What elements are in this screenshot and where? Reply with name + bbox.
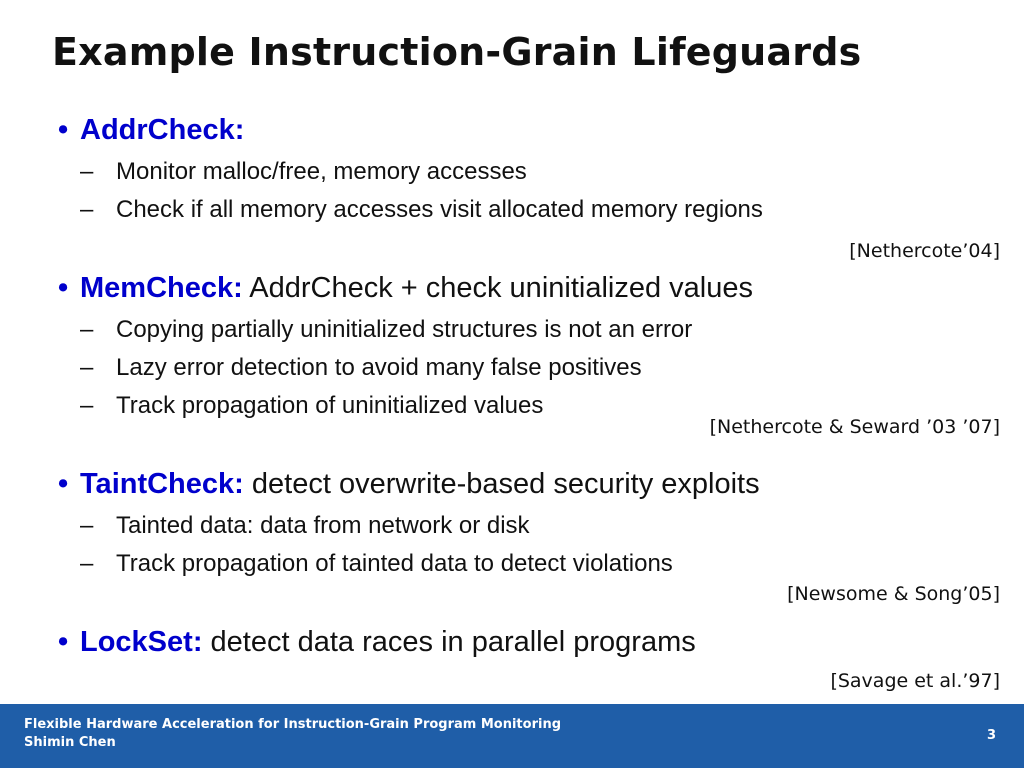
- bullet-term: LockSet:: [80, 626, 203, 658]
- sub-item-text: Lazy error detection to avoid many false positives: [116, 354, 642, 381]
- footer-author: Shimin Chen: [24, 735, 116, 750]
- sub-item-text: Monitor malloc/free, memory accesses: [116, 158, 527, 185]
- dash-icon: –: [80, 512, 94, 539]
- sub-item: [80, 196, 763, 224]
- footer-text: [24, 716, 561, 752]
- bullet-icon: •: [58, 114, 69, 146]
- bullet-description: detect overwrite-based security exploits: [243, 468, 760, 500]
- bullet-lockset: [58, 626, 696, 659]
- sub-item-text: Track propagation of uninitialized values: [116, 392, 544, 419]
- page-number: 3: [986, 728, 996, 743]
- sub-item: [80, 316, 692, 344]
- bullet-icon: •: [58, 468, 69, 500]
- dash-icon: –: [80, 550, 94, 577]
- bullet-description: AddrCheck + check uninitialized values: [242, 272, 753, 304]
- bullet-addrcheck: [58, 114, 244, 147]
- slide-title: Example Instruction-Grain Lifeguards: [52, 30, 862, 74]
- sub-item-text: Tainted data: data from network or disk: [116, 512, 530, 539]
- sub-item: [80, 392, 543, 420]
- bullet-taintcheck: [58, 468, 760, 501]
- dash-icon: –: [80, 354, 94, 381]
- bullet-term: AddrCheck:: [80, 114, 245, 146]
- citation: [Savage et al.’97]: [830, 670, 1000, 692]
- bullet-term: MemCheck:: [80, 272, 243, 304]
- sub-item-text: Check if all memory accesses visit allocated memory regions: [116, 196, 763, 223]
- bullet-memcheck: [58, 272, 753, 305]
- bullet-icon: •: [58, 272, 69, 304]
- footer-bar: [0, 704, 1024, 768]
- bullet-term: TaintCheck:: [80, 468, 244, 500]
- dash-icon: –: [80, 158, 94, 185]
- sub-item-text: Copying partially uninitialized structures is not an error: [116, 316, 693, 343]
- citation: [Newsome & Song’05]: [787, 583, 1000, 605]
- sub-item: [80, 550, 673, 578]
- bullet-description: detect data races in parallel programs: [202, 626, 696, 658]
- bullet-icon: •: [58, 626, 69, 658]
- citation: [Nethercote & Seward ’03 ’07]: [709, 416, 1000, 438]
- dash-icon: –: [80, 316, 94, 343]
- sub-item: [80, 158, 527, 186]
- sub-item-text: Track propagation of tainted data to detect violations: [116, 550, 673, 577]
- sub-item: [80, 512, 530, 540]
- dash-icon: –: [80, 392, 94, 419]
- footer-talk-title: Flexible Hardware Acceleration for Instruction-Grain Program Monitoring: [24, 717, 561, 732]
- citation: [Nethercote’04]: [849, 240, 1000, 262]
- sub-item: [80, 354, 642, 382]
- dash-icon: –: [80, 196, 94, 223]
